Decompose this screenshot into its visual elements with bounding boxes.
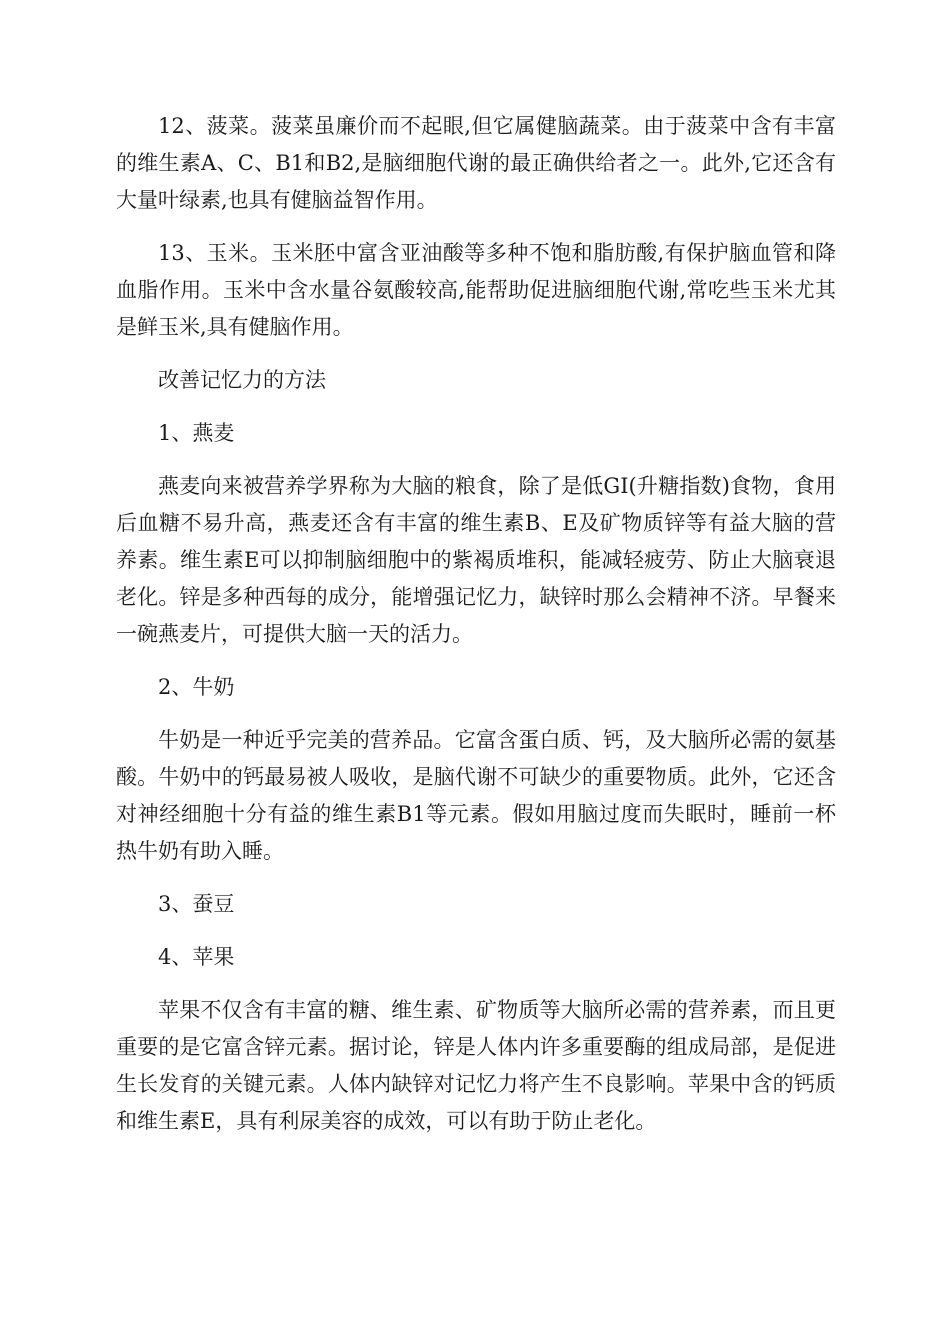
item-heading-milk: 2、牛奶 [158,675,235,699]
document-page [116,108,836,1156]
paragraph-spinach: 12、菠菜。菠菜虽廉价而不起眼,但它属健脑蔬菜。由于菠菜中含有丰富的维生素A、C、B1和B2,是脑细胞代谢的最正确供给者之一。此外,它还含有大量叶绿素,也具有健脑益智作用。 [116,114,836,212]
item-heading-broad-bean: 3、蚕豆 [158,892,235,916]
paragraph-milk: 牛奶是一种近乎完美的营养品。它富含蛋白质、钙，及大脑所必需的氨基酸。牛奶中的钙最易被人吸收，是脑代谢不可缺少的重要物质。此外，它还含对神经细胞十分有益的维生素B1等元素。假如用脑过度而失眠时，睡前一杯热牛奶有助入睡。 [116,728,836,863]
paragraph-corn: 13、玉米。玉米胚中富含亚油酸等多种不饱和脂肪酸,有保护脑血管和降血脂作用。玉米中含水量谷氨酸较高,能帮助促进脑细胞代谢,常吃些玉米尤其是鲜玉米,具有健脑作用。 [116,241,836,339]
section-heading-memory-methods: 改善记忆力的方法 [158,368,326,392]
paragraph-apple: 苹果不仅含有丰富的糖、维生素、矿物质等大脑所必需的营养素，而且更重要的是它富含锌元素。据讨论，锌是人体内许多重要酶的组成局部，是促进生长发育的关键元素。人体内缺锌对记忆力将产生不良影响。苹果中含的钙质和维生素E，具有利尿美容的成效，可以有助于防止老化。 [116,998,836,1133]
item-heading-oats: 1、燕麦 [158,421,235,445]
item-heading-apple: 4、苹果 [158,945,235,969]
paragraph-oats: 燕麦向来被营养学界称为大脑的粮食，除了是低GI(升糖指数)食物，食用后血糖不易升高，燕麦还含有丰富的维生素B、E及矿物质锌等有益大脑的营养素。维生素E可以抑制脑细胞中的紫褐质堆积，能减轻疲劳、防止大脑衰退老化。锌是多种西每的成分，能增强记忆力，缺锌时那么会精神不济。早餐来一碗燕麦片，可提供大脑一天的活力。 [116,474,836,646]
